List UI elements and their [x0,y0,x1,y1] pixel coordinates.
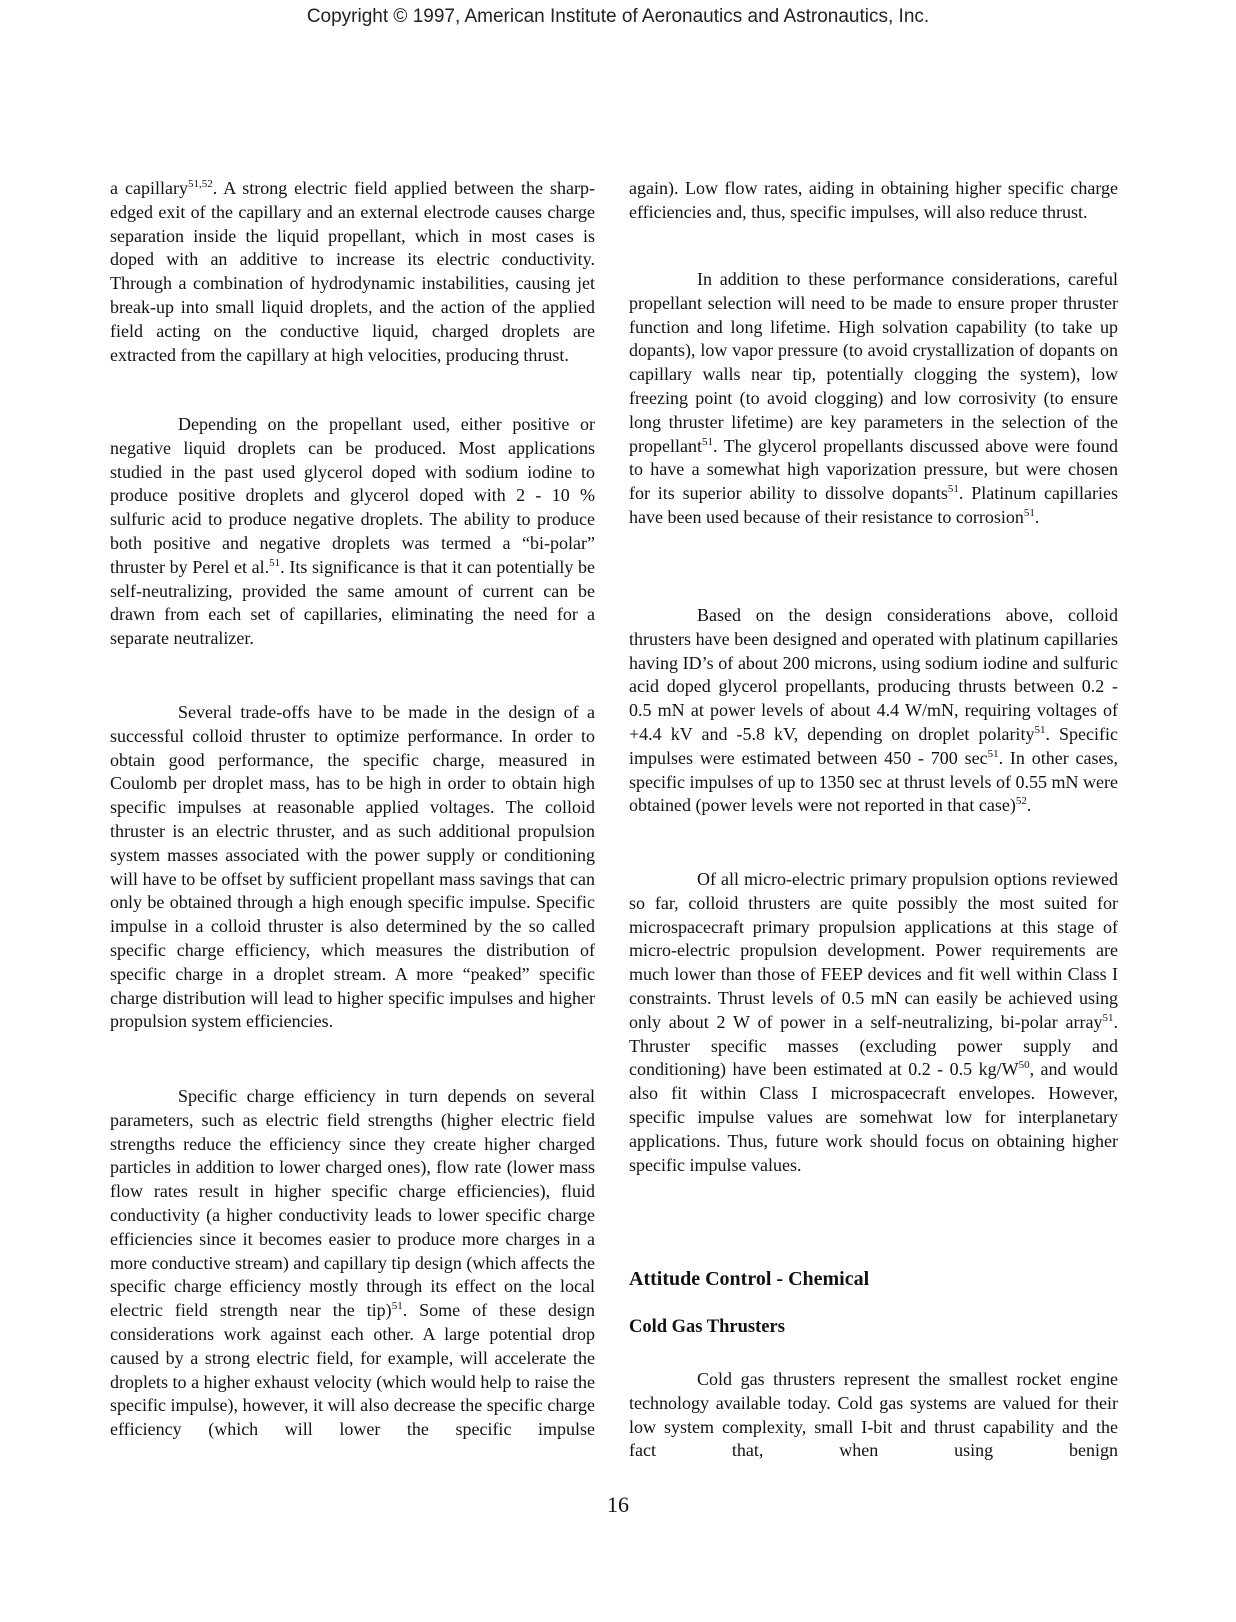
text-run: . Some of these design considerations work against each other. A large potential drop caused by a strong electric field, for example, will accelerate the droplets to a higher exhaust velocity (which would help to raise the specific impulse), however, it will also decrease the specific charge efficiency (which will lower the specific impulse [110,1300,595,1440]
text-run: . [1034,506,1040,527]
citation-superscript: 51 [1023,506,1035,519]
citation-superscript: 51 [1034,723,1046,736]
text-run: a capillary [110,178,188,198]
text-run: Depending on the propellant used, either positive or negative liquid droplets can be produced. Most applications studied in the past used glycerol doped with sodium iodine to produce positive droplets and glycerol doped with 2 - 10 % sulfuric acid to produce negative droplets. The ability to produce both positive and negative droplets was termed a “bi-polar” thruster by Perel et al. [110,414,595,577]
citation-superscript: 51 [987,747,999,760]
text-run: . The glycerol propellants discussed above were found to have a somewhat high vaporization pressure, but were chosen for its superior ability to dissolve dopants [629,435,1118,504]
subsection-heading: Cold Gas Thrusters [629,1317,785,1337]
citation-superscript: 51 [269,556,281,569]
section-heading: Attitude Control - Chemical [629,1268,870,1290]
paragraph [110,413,595,651]
paragraph [110,1085,595,1442]
text-run: Several trade-offs have to be made in the design of a successful colloid thruster to optimize performance. In order to obtain good performance, the specific charge, measured in Coulomb per droplet mass, has to be high in order to obtain high specific impulses at reasonable applied voltages. The colloid thruster is an electric thruster, and as such additional propulsion system masses associated with the power supply or conditioning will have to be offset by sufficient propellant mass savings that can only be obtained through a high enough specific impulse. Specific impulse in a colloid thruster is also determined by the so called specific charge efficiency, which measures the distribution of specific charge in a droplet stream. A more “peaked” specific charge distribution will lead to higher specific impulses and higher propulsion system efficiencies. [110,702,595,1032]
citation-superscript: 51 [391,1300,403,1313]
text-run: . Platinum capillaries have been used because of their resistance to corrosion [629,483,1118,527]
text-run: again). Low flow rates, aiding in obtaining higher specific charge efficiencies and, thus, specific impulses, will also reduce thrust. [629,178,1118,222]
paragraph [629,868,1118,1177]
citation-superscript: 50 [1018,1059,1030,1072]
text-run: Of all micro-electric primary propulsion options reviewed so far, colloid thrusters are quite possibly the most suited for microspacecraft primary propulsion applications at this stage of micro-electric propulsion development. Power requirements are much lower than those of FEEP devices and fit well within Class I constraints. Thrust levels of 0.5 mN can easily be achieved using only about 2 W of power in a self-neutralizing, bi-polar array [629,869,1118,1032]
copyright-header: Copyright © 1997, American Institute of Aeronautics and Astronautics, Inc. [306,6,930,27]
text-run: In addition to these performance considerations, careful propellant selection will need to be made to ensure proper thruster function and long lifetime. High solvation capability (to take up dopants), low vapor pressure (to avoid crystallization of dopants on capillary walls near tip, potentially clogging the system), low freezing point (to avoid clogging) and low corrosivity (to ensure long thruster lifetime) are key parameters in the selection of the propellant [629,269,1118,456]
citation-superscript: 51 [701,435,713,448]
paragraph [629,604,1118,818]
paragraph [629,177,1118,225]
text-run: . Its significance is that it can potentially be self-neutralizing, provided the same amount of current can be drawn from each set of capillaries, eliminating the need for a separate neutralizer. [110,556,595,649]
citation-superscript: 51 [1102,1011,1114,1024]
text-run: . Thruster specific masses (excluding power supply and conditioning) have been estimated at 0.2 - 0.5 kg/W [629,1011,1118,1080]
paragraph [110,701,595,1034]
page-number: 16 [607,1492,629,1517]
text-run: . Specific impulses were estimated between 450 - 700 sec [629,723,1118,768]
paragraph [629,268,1118,530]
citation-superscript: 51 [947,483,959,496]
citation-superscript: 52 [1015,795,1027,808]
citation-superscript: 51,52 [187,178,213,190]
text-run: Based on the design considerations above, colloid thrusters have been designed and operated with platinum capillaries having ID’s of about 200 microns, using sodium iodine and sulfuric acid doped glycerol propellants, producing thrusts between 0.2 - 0.5 mN at power levels of about 4.4 W/mN, requiring voltages of +4.4 kV and -5.8 kV, depending on droplet polarity [629,605,1118,744]
text-run: . [1026,795,1032,816]
paragraph [110,177,595,367]
text-run: , and would also fit within Class I microspacecraft envelopes. However, specific impulse values are somehwat low for interplanetary applications. Thus, future work should focus on obtaining higher specific impulse values. [629,1059,1118,1175]
paragraph [629,1368,1118,1463]
text-run: . A strong electric field applied between the sharp-edged exit of the capillary and an external electrode causes charge separation inside the liquid propellant, which in most cases is doped with an additive to increase its electric conductivity. Through a combination of hydrodynamic instabilities, causing jet break-up into small liquid droplets, and the action of the applied field acting on the conductive liquid, charged droplets are extracted from the capillary at high velocities, producing thrust. [110,178,595,365]
text-run: . In other cases, specific impulses of up to 1350 sec at thrust levels of 0.55 mN were obtained (power levels were not reported in that case) [629,747,1118,816]
text-run: Cold gas thrusters represent the smallest rocket engine technology available today. Cold gas systems are valued for their low system complexity, small I-bit and thrust capability and the fact that, when using benign [629,1369,1118,1461]
text-run: Specific charge efficiency in turn depends on several parameters, such as electric field strengths (higher electric field strengths reduce the efficiency since they create higher charged particles in addition to lower charged ones), flow rate (lower mass flow rates result in higher specific charge efficiencies), fluid conductivity (a higher conductivity leads to lower specific charge efficiencies since it becomes easier to produce more charges in a more conductive stream) and capillary tip design (which affects the specific charge efficiency mostly through its effect on the local electric field strength near the tip) [110,1086,595,1321]
